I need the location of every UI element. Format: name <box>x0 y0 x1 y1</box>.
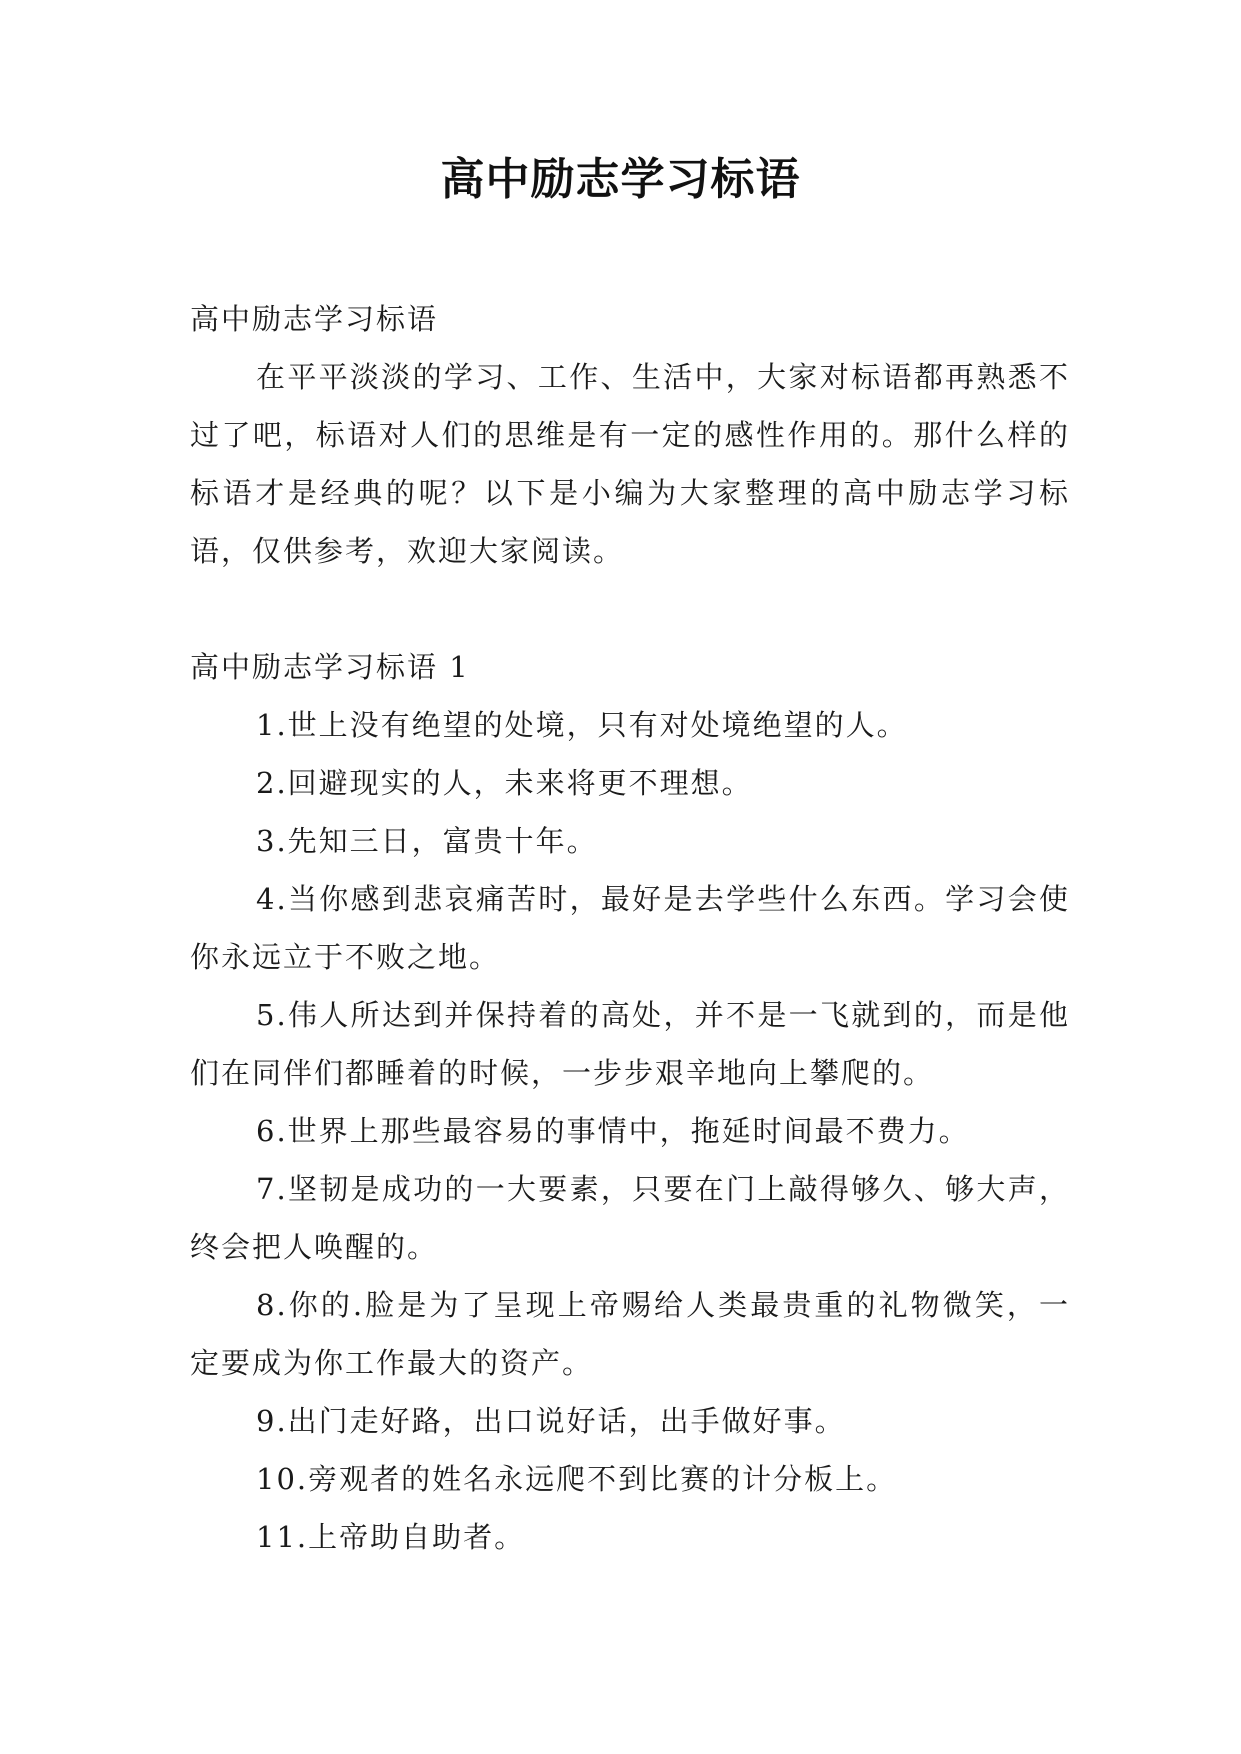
slogan-item-1: 1.世上没有绝望的处境，只有对处境绝望的人。 <box>256 708 908 742</box>
paragraph-spacer <box>190 580 1070 638</box>
document-body <box>190 290 1070 1566</box>
slogan-item-4: 4.当你感到悲哀痛苦时，最好是去学些什么东西。学习会使你永远立于不败之地。 <box>190 882 1070 974</box>
slogan-item-9: 9.出门走好路，出口说好话，出手做好事。 <box>256 1404 846 1438</box>
slogan-item-5: 5.伟人所达到并保持着的高处，并不是一飞就到的，而是他们在同伴们都睡着的时候，一步步艰辛地向上攀爬的。 <box>190 998 1070 1090</box>
section-heading: 高中励志学习标语 1 <box>190 650 470 684</box>
slogan-item-11: 11.上帝助自助者。 <box>256 1520 526 1554</box>
slogan-item-10: 10.旁观者的姓名永远爬不到比赛的计分板上。 <box>256 1462 898 1496</box>
intro-paragraph: 在平平淡淡的学习、工作、生活中，大家对标语都再熟悉不过了吧，标语对人们的思维是有一定的感性作用的。那什么样的标语才是经典的呢？以下是小编为大家整理的高中励志学习标语，仅供参考，欢迎大家阅读。 <box>190 360 1070 568</box>
slogan-item-6: 6.世界上那些最容易的事情中，拖延时间最不费力。 <box>256 1114 970 1148</box>
slogan-item-7: 7.坚韧是成功的一大要素，只要在门上敲得够久、够大声，终会把人唤醒的。 <box>190 1172 1070 1264</box>
slogan-item-8: 8.你的.脸是为了呈现上帝赐给人类最贵重的礼物微笑，一定要成为你工作最大的资产。 <box>190 1288 1070 1380</box>
slogan-item-3: 3.先知三日，富贵十年。 <box>256 824 598 858</box>
slogan-item-2: 2.回避现实的人，未来将更不理想。 <box>256 766 753 800</box>
document-title: 高中励志学习标语 <box>440 154 801 205</box>
intro-heading: 高中励志学习标语 <box>190 302 439 336</box>
